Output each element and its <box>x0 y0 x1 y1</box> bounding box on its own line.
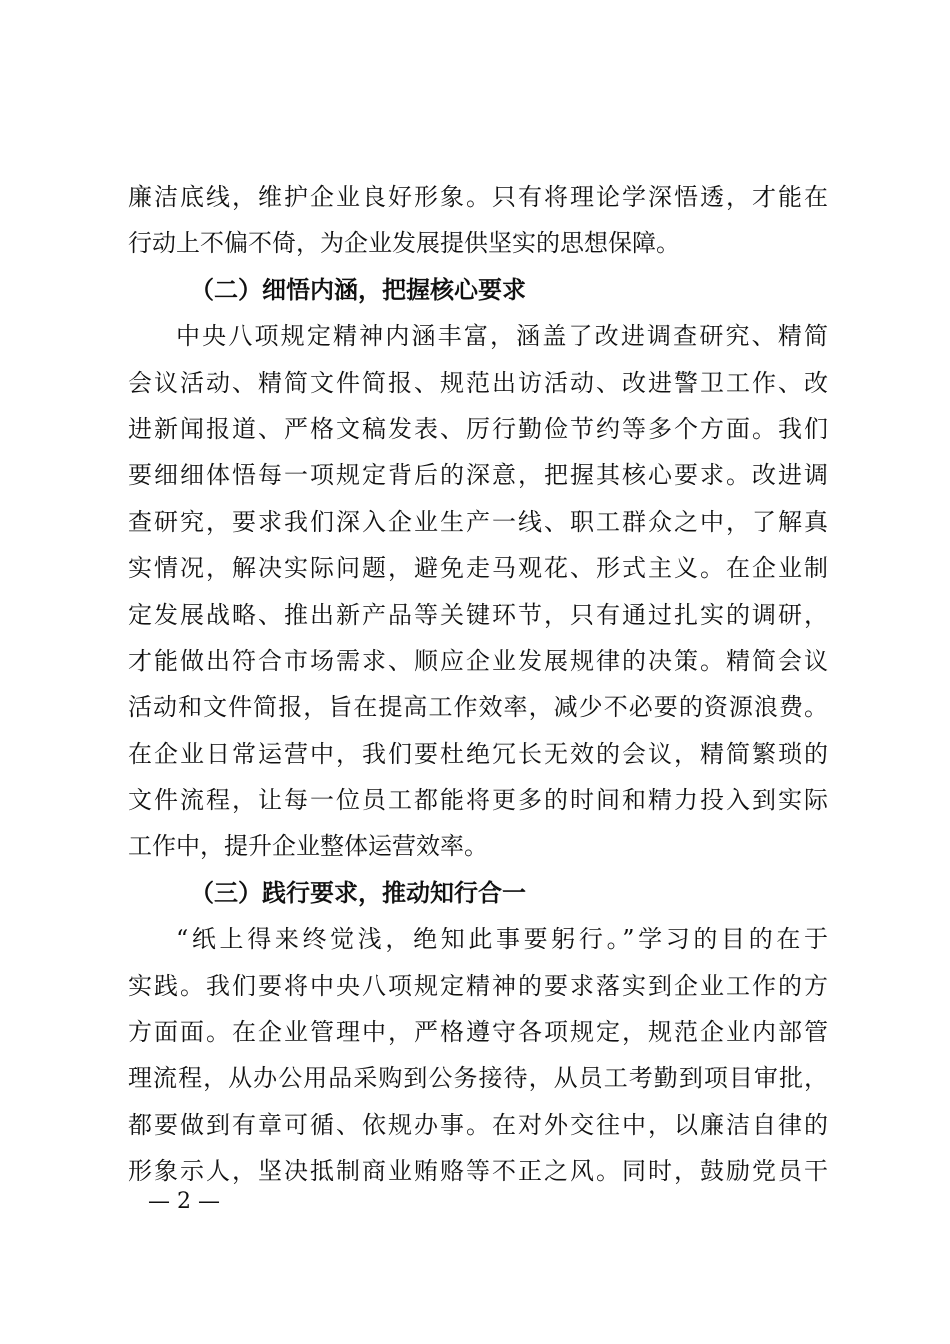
page-number: — 2 — <box>148 1189 220 1214</box>
paragraph-line: 理流程，从办公用品采购到公务接待，从员工考勤到项目审批， <box>128 1064 828 1093</box>
paragraph-line: 会议活动、精简文件简报、规范出访活动、改进警卫工作、改 <box>128 368 828 397</box>
paragraph-line: 方面面。在企业管理中，严格遵守各项规定，规范企业内部管 <box>128 1018 828 1047</box>
paragraph-line: 定发展战略、推出新产品等关键环节，只有通过扎实的调研， <box>128 600 828 629</box>
paragraph-line: 实践。我们要将中央八项规定精神的要求落实到企业工作的方 <box>128 971 828 1000</box>
paragraph-line: 工作中，提升企业整体运营效率。 <box>128 832 488 861</box>
paragraph-line: “纸上得来终觉浅，绝知此事要躬行。”学习的目的在于 <box>176 925 828 954</box>
paragraph-line: 查研究，要求我们深入企业生产一线、职工群众之中，了解真 <box>128 507 828 536</box>
body-text <box>128 174 828 1195</box>
paragraph-line: 都要做到有章可循、依规办事。在对外交往中，以廉洁自律的 <box>128 1110 828 1139</box>
paragraph-line: 中央八项规定精神内涵丰富，涵盖了改进调查研究、精简 <box>176 322 828 351</box>
paragraph-line: 形象示人，坚决抵制商业贿赂等不正之风。同时，鼓励党员干 <box>128 1157 828 1186</box>
paragraph-line: 要细细体悟每一项规定背后的深意，把握其核心要求。改进调 <box>128 461 828 490</box>
paragraph-line: 实情况，解决实际问题，避免走马观花、形式主义。在企业制 <box>128 554 828 583</box>
section-heading-3: （三）践行要求，推动知行合一 <box>190 877 526 907</box>
paragraph-line: 活动和文件简报，旨在提高工作效率，减少不必要的资源浪费。 <box>128 693 828 722</box>
paragraph-line: 才能做出符合市场需求、顺应企业发展规律的决策。精简会议 <box>128 646 828 675</box>
paragraph-line: 行动上不偏不倚，为企业发展提供坚实的思想保障。 <box>128 229 680 258</box>
paragraph-line: 廉洁底线，维护企业良好形象。只有将理论学深悟透，才能在 <box>128 183 828 211</box>
paragraph-line: 进新闻报道、严格文稿发表、厉行勤俭节约等多个方面。我们 <box>128 414 828 443</box>
paragraph-line: 在企业日常运营中，我们要杜绝冗长无效的会议，精简繁琐的 <box>128 739 828 768</box>
paragraph-line: 文件流程，让每一位员工都能将更多的时间和精力投入到实际 <box>128 786 828 815</box>
section-heading-2: （二）细悟内涵，把握核心要求 <box>190 274 526 304</box>
